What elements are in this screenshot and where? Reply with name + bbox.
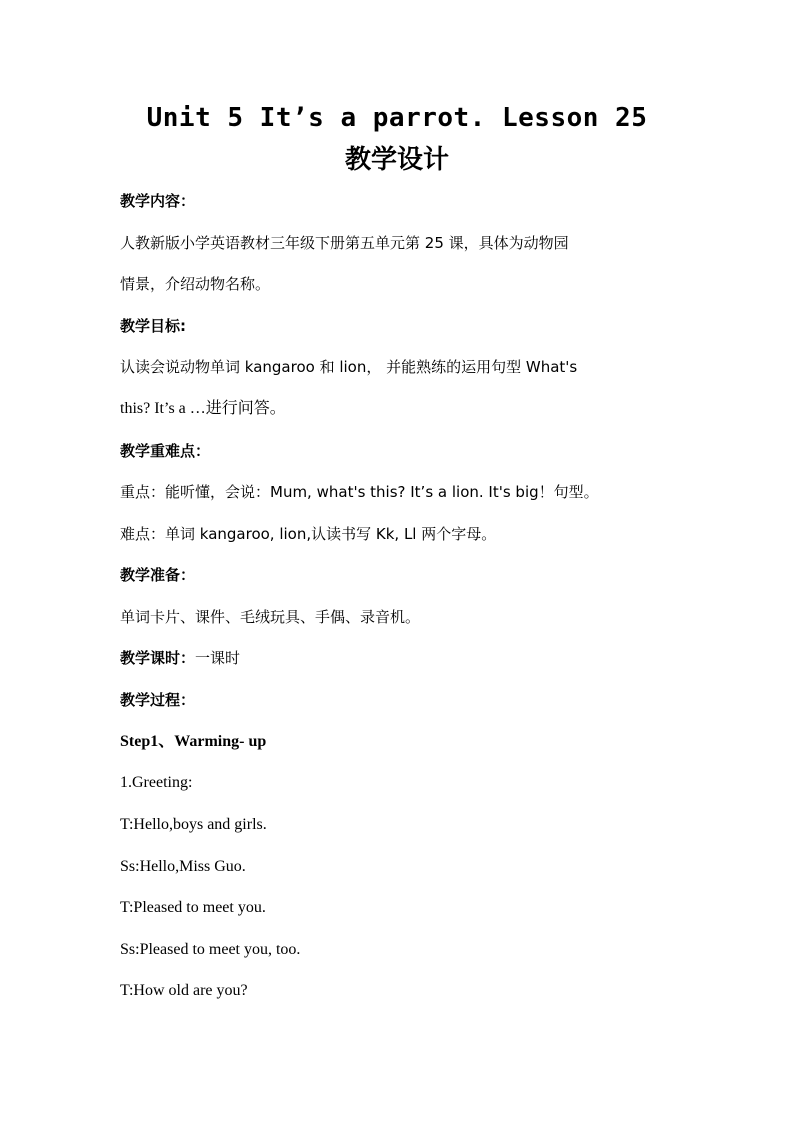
paragraph-line: 人教新版小学英语教材三年级下册第五单元第 25 课，具体为动物园 [120,234,569,252]
dialogue-line: Ss:Hello,Miss Guo. [120,858,246,875]
section-heading-content: 教学内容： [120,192,196,210]
paragraph-line: 单词卡片、课件、毛绒玩具、手偶、录音机。 [120,608,421,626]
paragraph-line: 认读会说动物单词 kangaroo 和 lion， 并能熟练的运用句型 What's [120,358,578,376]
paragraph-line: 情景，介绍动物名称。 [120,275,271,293]
dialogue-line: Ss:Pleased to meet you, too. [120,941,301,958]
section-heading-preparation: 教学准备： [120,566,196,584]
difficult-point-line: 难点：单词 kangaroo, lion,认读书写 Kk, Ll 两个字母。 [120,525,497,543]
document-title-english: Unit 5 It’s a parrot. Lesson 25 [146,103,648,133]
lesson-hours-value: 一课时 [195,649,241,667]
section-heading-objectives: 教学目标: [120,317,186,335]
section-heading-hours: 教学课时： [120,649,196,667]
paragraph-line: this? It’s a …进行问答。 [120,400,286,417]
dialogue-line: T:How old are you? [120,982,248,999]
document-title-chinese: 教学设计 [344,145,449,175]
paragraph-line: 1.Greeting: [120,774,193,791]
step-heading: Step1、Warming- up [120,733,267,750]
dialogue-line: T:Pleased to meet you. [120,899,266,916]
lesson-hours-line [120,646,700,671]
section-heading-key-points: 教学重难点： [120,442,211,460]
section-heading-process: 教学过程： [120,691,196,709]
dialogue-line: T:Hello,boys and girls. [120,816,267,833]
key-point-line: 重点：能听懂，会说：Mum, what's this? It’s a lion. It's big！句型。 [120,483,599,501]
